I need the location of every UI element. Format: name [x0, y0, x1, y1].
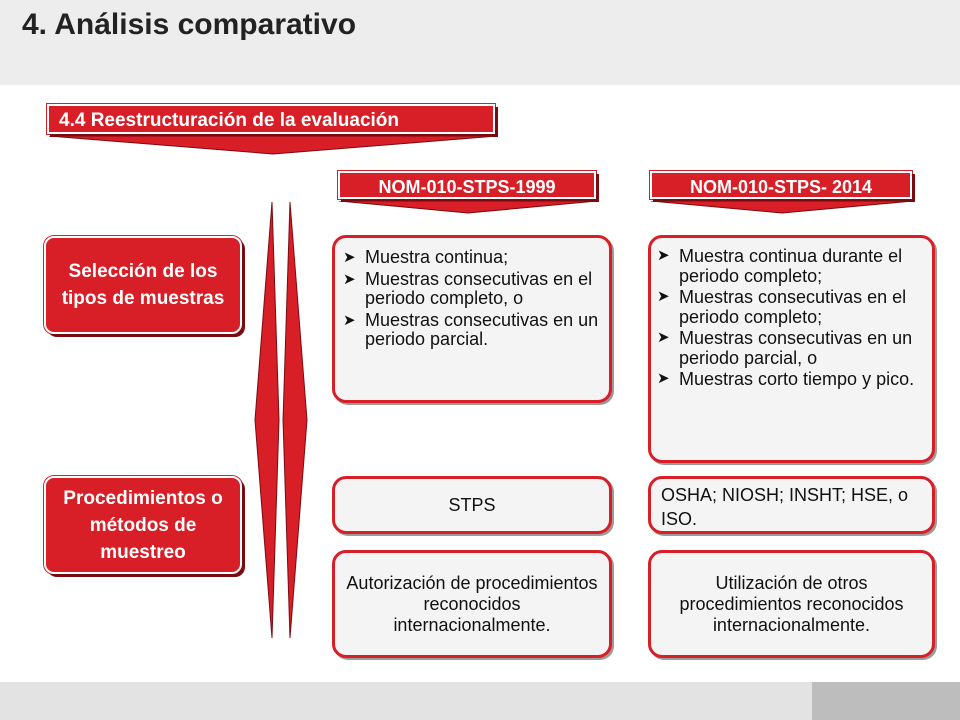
list-item: ➤ Muestra continua;: [343, 247, 509, 267]
double-arrow-divider: [252, 200, 312, 642]
list-item: ➤ Muestras consecutivas en el periodo completo;: [657, 287, 907, 327]
footer-block: [812, 682, 960, 720]
panel-seleccion-2014: [648, 235, 935, 463]
column-header-1999-arrow: [338, 201, 600, 217]
row-label-procedimientos: Procedimientos o métodos de muestreo: [44, 476, 242, 574]
slide-title: 4. Análisis comparativo: [22, 8, 357, 41]
panel-agency-1999: [332, 476, 612, 534]
arrow-bullet-icon: ➤: [343, 271, 356, 288]
arrow-bullet-icon: ➤: [657, 288, 670, 305]
column-header-2014-arrow: [650, 201, 916, 217]
list-item: ➤ Muestras corto tiempo y pico.: [657, 369, 915, 389]
list-item: ➤ Muestras consecutivas en el periodo completo, o: [343, 269, 593, 308]
list-item: ➤ Muestras consecutivas en un periodo parcial, o: [657, 328, 913, 368]
column-header-1999: NOM-010-STPS-1999: [338, 171, 596, 199]
section-banner: 4.4 Reestructuración de la evaluación: [47, 104, 495, 134]
arrow-bullet-icon: ➤: [343, 249, 356, 266]
agency-text-1999: STPS: [448, 494, 496, 515]
list-item: ➤ Muestras consecutivas en un periodo parcial.: [343, 310, 599, 349]
row-label-seleccion: Selección de los tipos de muestras: [44, 236, 242, 334]
note-text-1999: Autorización de procedimientos reconocidos internacionalmente.: [346, 572, 598, 635]
panel-note-2014: [648, 550, 935, 658]
column-header-2014: NOM-010-STPS- 2014: [650, 171, 912, 199]
arrow-bullet-icon: ➤: [657, 370, 670, 387]
panel-seleccion-1999: [332, 235, 612, 403]
arrow-bullet-icon: ➤: [343, 312, 356, 329]
panel-note-1999: [332, 550, 612, 658]
list-item: ➤ Muestra continua durante el periodo completo;: [657, 246, 903, 286]
arrow-bullet-icon: ➤: [657, 329, 670, 346]
note-text-2014: Utilización de otros procedimientos reconocidos internacionalmente.: [679, 572, 904, 635]
section-banner-arrow: [47, 136, 499, 158]
arrow-bullet-icon: ➤: [657, 247, 670, 264]
panel-agency-2014: [648, 476, 935, 534]
footer-band: [0, 682, 812, 720]
agency-text-2014: OSHA; NIOSH; INSHT; HSE, o ISO.: [661, 485, 909, 529]
